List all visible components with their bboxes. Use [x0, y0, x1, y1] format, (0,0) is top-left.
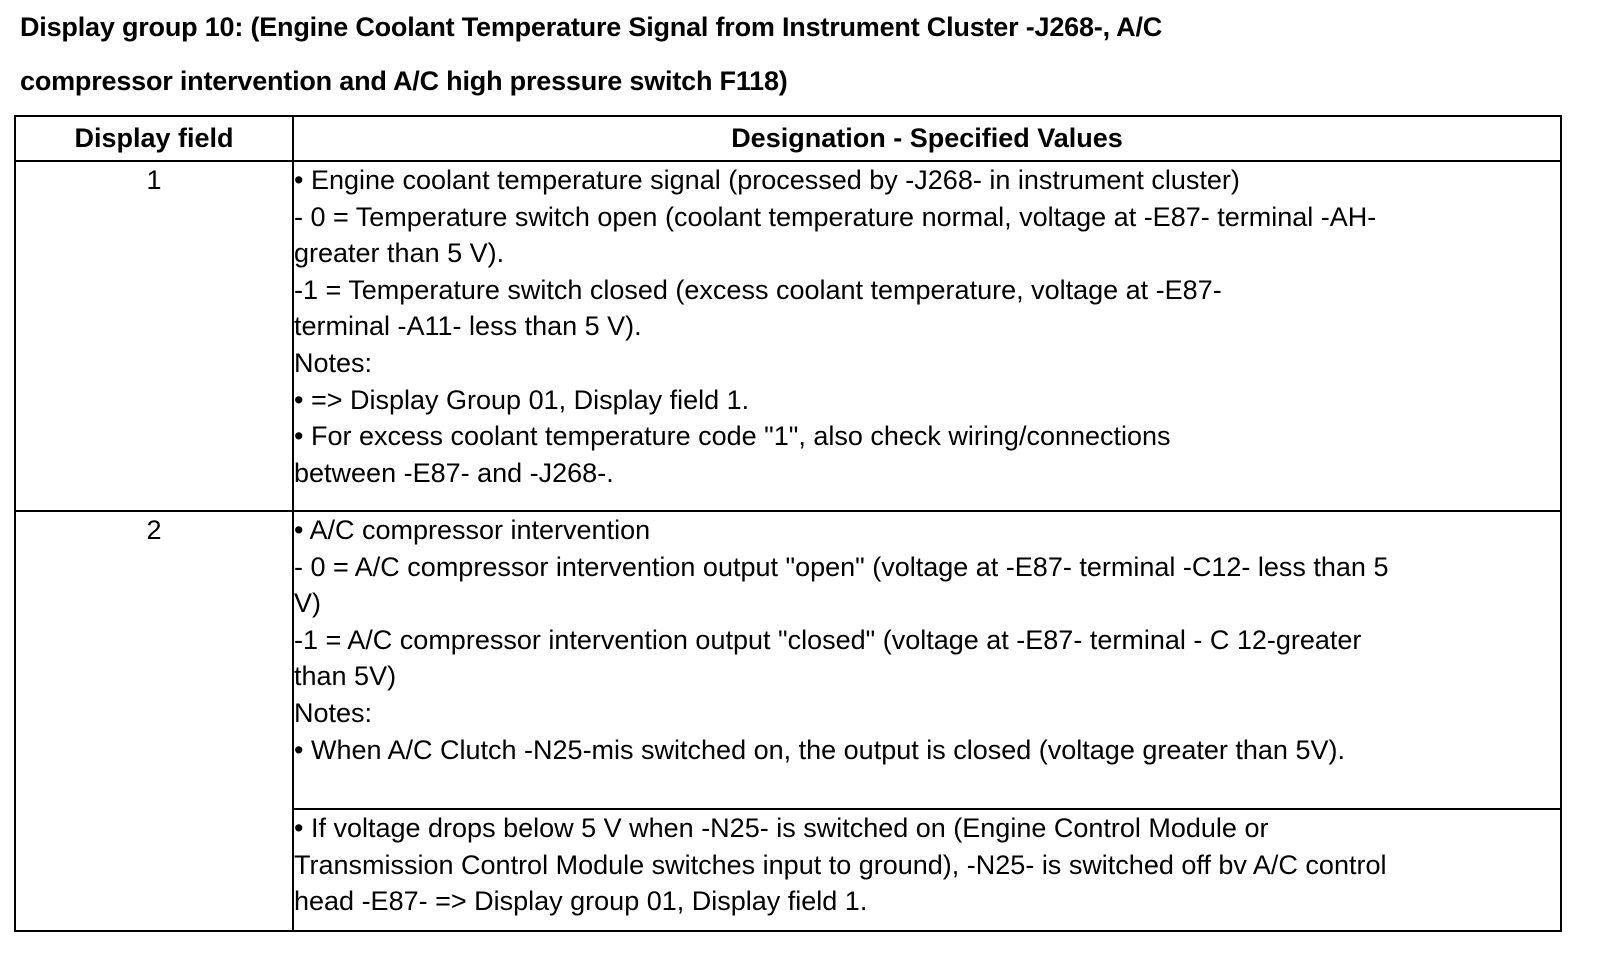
designation-line: • A/C compressor intervention	[294, 515, 651, 545]
designation-line: • For excess coolant temperature code "1", also check wiring/connections	[294, 421, 1171, 452]
display-field-number: 1	[15, 161, 293, 511]
designation-cell	[293, 161, 1561, 511]
designation-line: greater than 5 V).	[294, 238, 505, 269]
designation-line: -1 = A/C compressor intervention output "closed" (voltage at -E87- terminal - C 12-greater	[294, 624, 1362, 655]
designation-line: head -E87- => Display group 01, Display field 1.	[294, 886, 868, 917]
designation-cell	[293, 511, 1561, 809]
display-field-number: 2	[15, 511, 293, 931]
header-display-field: Display field	[15, 116, 293, 161]
header-designation: Designation - Specified Values	[293, 116, 1561, 161]
designation-line: than 5V)	[294, 661, 397, 692]
designation-line: Notes:	[294, 697, 373, 728]
title-line-2: compressor intervention and A/C high pressure switch F118)	[20, 66, 788, 96]
designation-line: terminal -A11- less than 5 V).	[294, 311, 642, 342]
title-line-1: Display group 10: (Engine Coolant Temperature Signal from Instrument Cluster -J268-, A/C	[20, 12, 1163, 42]
table-row	[15, 511, 1561, 809]
designation-line: Transmission Control Module switches input to ground), -N25- is switched off bv A/C control	[294, 849, 1387, 880]
designation-line: • Engine coolant temperature signal (processed by -J268- in instrument cluster)	[294, 165, 1240, 195]
designation-continuation-cell	[293, 809, 1561, 931]
designation-line: -1 = Temperature switch closed (excess coolant temperature, voltage at -E87-	[294, 274, 1222, 305]
table-header-row	[15, 116, 1561, 161]
designation-line: • If voltage drops below 5 V when -N25- is switched on (Engine Control Module or	[294, 813, 1269, 843]
designation-line: • => Display Group 01, Display field 1.	[294, 384, 750, 415]
designation-line: • When A/C Clutch -N25-mis switched on, the output is closed (voltage greater than 5V).	[294, 734, 1345, 765]
designation-line: V)	[294, 588, 321, 619]
document-title	[20, 0, 1580, 108]
designation-line: - 0 = Temperature switch open (coolant temperature normal, voltage at -E87- terminal -AH-	[294, 201, 1377, 232]
table-row	[15, 161, 1561, 511]
display-group-table	[14, 115, 1562, 932]
designation-line: between -E87- and -J268-.	[294, 457, 614, 488]
designation-line: - 0 = A/C compressor intervention output "open" (voltage at -E87- terminal -C12- less than 5	[294, 551, 1389, 582]
designation-line: Notes:	[294, 347, 373, 378]
